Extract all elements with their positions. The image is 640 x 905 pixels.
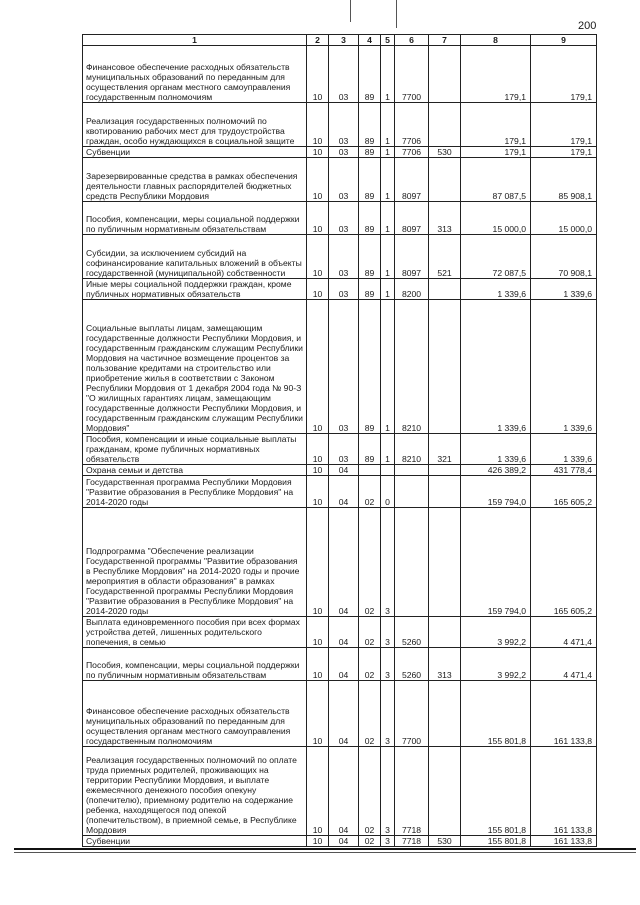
row-value-cell: 165 605,2 bbox=[531, 508, 597, 617]
row-value-cell: 8210 bbox=[395, 434, 429, 465]
row-value-cell: 8097 bbox=[395, 235, 429, 279]
row-value-cell bbox=[429, 508, 461, 617]
row-value-cell: 10 bbox=[307, 434, 329, 465]
row-value-cell: 161 133,8 bbox=[531, 836, 597, 847]
row-value-cell: 10 bbox=[307, 103, 329, 147]
row-value-cell: 530 bbox=[429, 836, 461, 847]
row-value-cell: 321 bbox=[429, 434, 461, 465]
row-value-cell: 3 bbox=[381, 747, 395, 836]
row-value-cell: 72 087,5 bbox=[461, 235, 531, 279]
row-value-cell: 1 bbox=[381, 434, 395, 465]
table-row bbox=[83, 279, 597, 300]
row-value-cell: 313 bbox=[429, 202, 461, 235]
row-value-cell: 5260 bbox=[395, 648, 429, 681]
row-value-cell: 03 bbox=[329, 434, 359, 465]
row-name-cell: Охрана семьи и детства bbox=[83, 465, 307, 476]
row-value-cell: 89 bbox=[359, 434, 381, 465]
row-value-cell: 1 bbox=[381, 235, 395, 279]
row-name-cell: Финансовое обеспечение расходных обязательств муниципальных образований по переданным для осуществления органам местного самоуправления государственным полномочиям bbox=[83, 46, 307, 103]
row-value-cell bbox=[395, 476, 429, 508]
row-value-cell: 426 389,2 bbox=[461, 465, 531, 476]
row-value-cell: 1 339,6 bbox=[531, 279, 597, 300]
row-value-cell: 431 778,4 bbox=[531, 465, 597, 476]
column-header: 3 bbox=[329, 35, 359, 46]
row-value-cell: 179,1 bbox=[461, 46, 531, 103]
row-value-cell: 1 339,6 bbox=[531, 434, 597, 465]
column-header: 9 bbox=[531, 35, 597, 46]
row-value-cell: 161 133,8 bbox=[531, 681, 597, 747]
page-bottom-rule bbox=[14, 848, 636, 850]
row-value-cell: 3 bbox=[381, 648, 395, 681]
table-row bbox=[83, 147, 597, 158]
row-value-cell: 1 bbox=[381, 202, 395, 235]
row-value-cell: 179,1 bbox=[531, 46, 597, 103]
table-row bbox=[83, 681, 597, 747]
row-value-cell: 03 bbox=[329, 147, 359, 158]
row-value-cell: 02 bbox=[359, 681, 381, 747]
row-value-cell: 03 bbox=[329, 300, 359, 434]
row-value-cell: 03 bbox=[329, 235, 359, 279]
table-row bbox=[83, 465, 597, 476]
table-row bbox=[83, 747, 597, 836]
row-value-cell: 02 bbox=[359, 476, 381, 508]
row-value-cell: 1 bbox=[381, 103, 395, 147]
row-value-cell: 3 bbox=[381, 681, 395, 747]
row-value-cell: 530 bbox=[429, 147, 461, 158]
row-value-cell: 10 bbox=[307, 836, 329, 847]
row-value-cell: 10 bbox=[307, 202, 329, 235]
row-value-cell: 03 bbox=[329, 279, 359, 300]
row-value-cell: 04 bbox=[329, 465, 359, 476]
binding-mark bbox=[350, 0, 351, 22]
row-value-cell: 155 801,8 bbox=[461, 836, 531, 847]
row-value-cell: 10 bbox=[307, 300, 329, 434]
row-value-cell: 179,1 bbox=[531, 147, 597, 158]
row-value-cell: 3 bbox=[381, 508, 395, 617]
row-name-cell: Государственная программа Республики Мордовия "Развитие образования в Республике Мордовия" на 2014-2020 годы bbox=[83, 476, 307, 508]
row-value-cell: 04 bbox=[329, 747, 359, 836]
row-value-cell: 10 bbox=[307, 147, 329, 158]
row-value-cell: 70 908,1 bbox=[531, 235, 597, 279]
row-value-cell: 10 bbox=[307, 46, 329, 103]
page-bottom-rule bbox=[14, 852, 636, 853]
table-row bbox=[83, 836, 597, 847]
row-value-cell bbox=[395, 508, 429, 617]
row-value-cell: 4 471,4 bbox=[531, 648, 597, 681]
row-name-cell: Зарезервированные средства в рамках обеспечения деятельности главных распорядителей бюджетных средств Республики Мордовия bbox=[83, 158, 307, 202]
row-value-cell: 1 bbox=[381, 300, 395, 434]
row-value-cell: 7706 bbox=[395, 147, 429, 158]
row-value-cell: 8210 bbox=[395, 300, 429, 434]
row-value-cell: 3 992,2 bbox=[461, 648, 531, 681]
row-value-cell bbox=[359, 465, 381, 476]
row-value-cell: 10 bbox=[307, 617, 329, 648]
table-row bbox=[83, 617, 597, 648]
table-row bbox=[83, 508, 597, 617]
row-value-cell bbox=[395, 465, 429, 476]
row-value-cell: 1 bbox=[381, 158, 395, 202]
row-value-cell: 3 bbox=[381, 836, 395, 847]
row-value-cell: 89 bbox=[359, 202, 381, 235]
row-value-cell: 3 bbox=[381, 617, 395, 648]
row-value-cell: 10 bbox=[307, 235, 329, 279]
row-value-cell bbox=[429, 158, 461, 202]
row-value-cell: 7700 bbox=[395, 46, 429, 103]
row-value-cell: 10 bbox=[307, 681, 329, 747]
column-header: 1 bbox=[83, 35, 307, 46]
row-value-cell bbox=[429, 465, 461, 476]
column-header: 4 bbox=[359, 35, 381, 46]
table-row bbox=[83, 158, 597, 202]
binding-mark bbox=[396, 0, 397, 28]
row-value-cell: 0 bbox=[381, 476, 395, 508]
row-value-cell: 1 bbox=[381, 46, 395, 103]
page-number: 200 bbox=[578, 20, 597, 32]
row-value-cell: 165 605,2 bbox=[531, 476, 597, 508]
row-value-cell: 1 339,6 bbox=[461, 279, 531, 300]
row-value-cell: 89 bbox=[359, 103, 381, 147]
row-value-cell: 1 339,6 bbox=[461, 434, 531, 465]
row-value-cell: 4 471,4 bbox=[531, 617, 597, 648]
table-row bbox=[83, 476, 597, 508]
row-value-cell bbox=[429, 476, 461, 508]
row-value-cell bbox=[381, 465, 395, 476]
row-name-cell: Иные меры социальной поддержки граждан, кроме публичных нормативных обязательств bbox=[83, 279, 307, 300]
table-row bbox=[83, 46, 597, 103]
column-header: 2 bbox=[307, 35, 329, 46]
row-value-cell: 03 bbox=[329, 202, 359, 235]
row-value-cell: 85 908,1 bbox=[531, 158, 597, 202]
row-value-cell: 02 bbox=[359, 648, 381, 681]
row-value-cell bbox=[429, 681, 461, 747]
row-value-cell: 10 bbox=[307, 476, 329, 508]
row-name-cell: Реализация государственных полномочий по квотированию рабочих мест для трудоустройства граждан, особо нуждающихся в социальной защите bbox=[83, 103, 307, 147]
column-header: 8 bbox=[461, 35, 531, 46]
row-value-cell: 89 bbox=[359, 279, 381, 300]
row-value-cell: 87 087,5 bbox=[461, 158, 531, 202]
row-name-cell: Пособия, компенсации, меры социальной поддержки по публичным нормативным обязательствам bbox=[83, 648, 307, 681]
column-header: 6 bbox=[395, 35, 429, 46]
table-row bbox=[83, 300, 597, 434]
table-row bbox=[83, 103, 597, 147]
row-name-cell: Выплата единовременного пособия при всех формах устройства детей, лишенных родительского попечения, в семью bbox=[83, 617, 307, 648]
row-value-cell: 179,1 bbox=[461, 147, 531, 158]
row-value-cell: 04 bbox=[329, 836, 359, 847]
row-value-cell: 1 bbox=[381, 279, 395, 300]
row-name-cell: Пособия, компенсации, меры социальной поддержки по публичным нормативным обязательствам bbox=[83, 202, 307, 235]
row-value-cell: 03 bbox=[329, 46, 359, 103]
row-value-cell: 3 992,2 bbox=[461, 617, 531, 648]
row-value-cell bbox=[429, 103, 461, 147]
row-value-cell: 159 794,0 bbox=[461, 508, 531, 617]
row-value-cell: 03 bbox=[329, 158, 359, 202]
row-value-cell: 89 bbox=[359, 235, 381, 279]
table-row bbox=[83, 648, 597, 681]
row-value-cell: 7700 bbox=[395, 681, 429, 747]
row-value-cell bbox=[429, 300, 461, 434]
row-value-cell: 03 bbox=[329, 103, 359, 147]
row-value-cell: 7706 bbox=[395, 103, 429, 147]
row-name-cell: Реализация государственных полномочий по оплате труда приемных родителей, проживающих на территории Республики Мордовия, и выплате ежемесячного денежного пособия опекуну (попечителю), приемному родителю на содержание ребенка, находящегося под опекой (попечительством), в приемной семье, в Республике Мордовия bbox=[83, 747, 307, 836]
row-value-cell: 159 794,0 bbox=[461, 476, 531, 508]
row-value-cell: 155 801,8 bbox=[461, 681, 531, 747]
row-value-cell: 1 339,6 bbox=[531, 300, 597, 434]
row-value-cell: 02 bbox=[359, 508, 381, 617]
row-value-cell bbox=[429, 617, 461, 648]
table-row bbox=[83, 434, 597, 465]
row-value-cell: 313 bbox=[429, 648, 461, 681]
row-value-cell bbox=[429, 747, 461, 836]
row-value-cell: 89 bbox=[359, 158, 381, 202]
row-value-cell: 10 bbox=[307, 158, 329, 202]
row-value-cell: 5260 bbox=[395, 617, 429, 648]
row-value-cell: 89 bbox=[359, 147, 381, 158]
column-header: 7 bbox=[429, 35, 461, 46]
row-name-cell: Субсидии, за исключением субсидий на софинансирование капитальных вложений в объекты государственной (муниципальной) собственности bbox=[83, 235, 307, 279]
row-value-cell: 04 bbox=[329, 476, 359, 508]
row-value-cell: 10 bbox=[307, 747, 329, 836]
row-value-cell: 04 bbox=[329, 508, 359, 617]
row-value-cell: 89 bbox=[359, 300, 381, 434]
table-header-row bbox=[83, 35, 597, 46]
row-value-cell: 7718 bbox=[395, 747, 429, 836]
row-value-cell: 10 bbox=[307, 279, 329, 300]
row-value-cell: 179,1 bbox=[461, 103, 531, 147]
row-value-cell: 155 801,8 bbox=[461, 747, 531, 836]
row-name-cell: Субвенции bbox=[83, 836, 307, 847]
row-value-cell: 1 339,6 bbox=[461, 300, 531, 434]
column-header: 5 bbox=[381, 35, 395, 46]
row-value-cell: 10 bbox=[307, 648, 329, 681]
row-value-cell: 10 bbox=[307, 465, 329, 476]
row-value-cell: 15 000,0 bbox=[461, 202, 531, 235]
row-value-cell: 7718 bbox=[395, 836, 429, 847]
table-row bbox=[83, 235, 597, 279]
row-value-cell: 04 bbox=[329, 617, 359, 648]
row-value-cell: 15 000,0 bbox=[531, 202, 597, 235]
row-value-cell: 8200 bbox=[395, 279, 429, 300]
row-value-cell bbox=[429, 46, 461, 103]
row-value-cell: 04 bbox=[329, 648, 359, 681]
row-value-cell: 161 133,8 bbox=[531, 747, 597, 836]
row-value-cell: 02 bbox=[359, 747, 381, 836]
row-value-cell: 8097 bbox=[395, 202, 429, 235]
row-value-cell: 8097 bbox=[395, 158, 429, 202]
row-value-cell: 179,1 bbox=[531, 103, 597, 147]
row-value-cell: 89 bbox=[359, 46, 381, 103]
row-value-cell: 02 bbox=[359, 836, 381, 847]
row-value-cell: 10 bbox=[307, 508, 329, 617]
row-name-cell: Финансовое обеспечение расходных обязательств муниципальных образований по переданным для осуществления органам местного самоуправления государственным полномочиям bbox=[83, 681, 307, 747]
row-name-cell: Подпрограмма "Обеспечение реализации Государственной программы "Развитие образования в Республике Мордовия" на 2014-2020 годы и прочие мероприятия в области образования" в рамках Государственной программы Республики Мордовия "Развитие образования в Республике Мордовия" на 2014-2020 годы bbox=[83, 508, 307, 617]
row-value-cell: 04 bbox=[329, 681, 359, 747]
row-name-cell: Пособия, компенсации и иные социальные выплаты гражданам, кроме публичных нормативных обязательств bbox=[83, 434, 307, 465]
row-value-cell bbox=[429, 279, 461, 300]
row-name-cell: Субвенции bbox=[83, 147, 307, 158]
row-value-cell: 1 bbox=[381, 147, 395, 158]
budget-table bbox=[82, 34, 597, 847]
row-name-cell: Социальные выплаты лицам, замещающим государственные должности Республики Мордовия, и государственным гражданским служащим Республики Мордовия на частичное возмещение процентов за пользование кредитами на строительство или приобретение жилья в соответствии с Законом Республики Мордовия от 1 декабря 2004 года № 90-З "О жилищных гарантиях лицам, замещающим государственные должности Республики Мордовия, и государственным гражданским служащим Республики Мордовия" bbox=[83, 300, 307, 434]
row-value-cell: 02 bbox=[359, 617, 381, 648]
table-row bbox=[83, 202, 597, 235]
row-value-cell: 521 bbox=[429, 235, 461, 279]
